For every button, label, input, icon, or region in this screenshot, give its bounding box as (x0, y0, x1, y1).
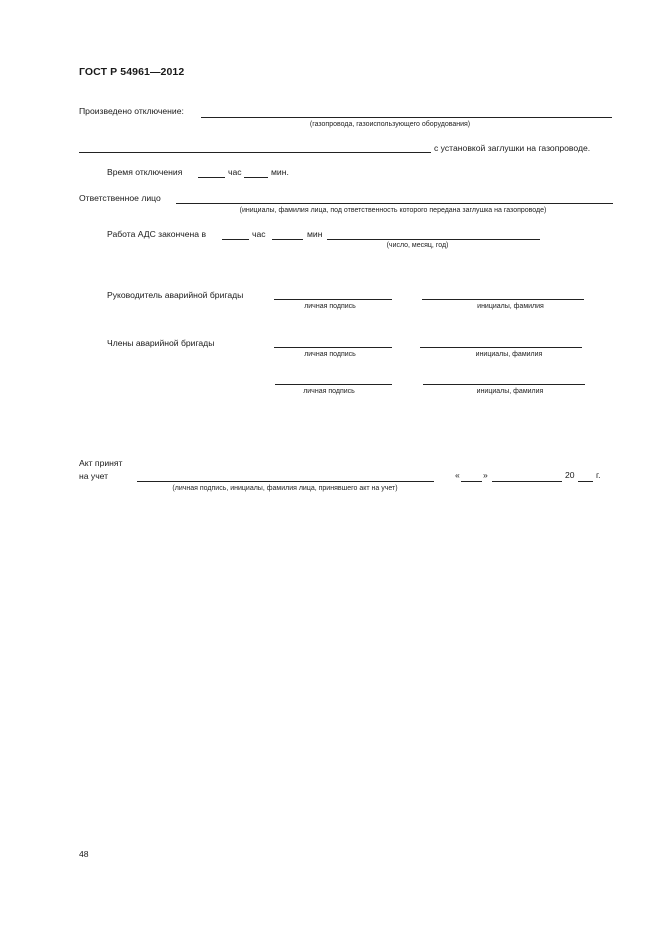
member-1-name-field[interactable] (420, 347, 582, 348)
leader-label: Руководитель аварийной бригады (107, 290, 244, 300)
work-done-min-label: мин (307, 229, 323, 239)
accepted-caption: (личная подпись, инициалы, фамилия лица, принявшего акт на учет) (172, 485, 398, 492)
work-done-hour-label: час (252, 229, 266, 239)
leader-name-caption: инициалы, фамилия (477, 303, 544, 310)
accepted-label-line1: Акт принят (79, 458, 123, 468)
date-quote-open: « (455, 470, 460, 480)
responsible-label: Ответственное лицо (79, 193, 161, 203)
member-2-signature-field[interactable] (275, 384, 392, 385)
page-number: 48 (79, 849, 89, 859)
accepted-year-field[interactable] (578, 481, 593, 482)
work-done-min-field[interactable] (272, 239, 303, 240)
work-done-label: Работа АДС закончена в (107, 229, 207, 239)
disconnection-field[interactable] (201, 117, 612, 118)
leader-signature-caption: личная подпись (304, 303, 356, 310)
time-off-hour-label: час (228, 167, 242, 177)
member-1-name-caption: инициалы, фамилия (475, 351, 543, 358)
member-2-signature-caption: личная подпись (303, 388, 355, 395)
time-off-min-label: мин. (271, 167, 289, 177)
accepted-signature-field[interactable] (137, 481, 434, 482)
accepted-label-line2: на учет (79, 471, 109, 481)
pipeline-field[interactable] (79, 152, 431, 153)
date-quote-close: » (483, 470, 488, 480)
accepted-month-field[interactable] (492, 481, 562, 482)
members-label: Члены аварийной бригады (107, 338, 215, 348)
work-done-date-field[interactable] (327, 239, 540, 240)
member-2-name-field[interactable] (423, 384, 585, 385)
member-1-signature-field[interactable] (274, 347, 392, 348)
time-off-label: Время отключения (107, 167, 183, 177)
work-done-hour-field[interactable] (222, 239, 249, 240)
leader-signature-field[interactable] (274, 299, 392, 300)
responsible-caption: (инициалы, фамилия лица, под ответственность которого передана заглушка на газопроводе) (239, 207, 547, 214)
member-2-name-caption: инициалы, фамилия (476, 388, 544, 395)
disconnection-label: Произведено отключение: (79, 106, 184, 116)
disconnection-caption: (газопровода, газоиспользующего оборудования) (309, 121, 471, 128)
work-done-date-caption: (число, месяц, год) (386, 242, 449, 249)
time-off-hour-field[interactable] (198, 177, 225, 178)
document-header: ГОСТ Р 54961—2012 (79, 66, 185, 78)
accepted-day-field[interactable] (461, 481, 482, 482)
plug-text: с установкой заглушки на газопроводе. (434, 143, 591, 153)
year-prefix: 20 (565, 470, 575, 480)
responsible-field[interactable] (176, 203, 613, 204)
year-suffix: г. (596, 470, 601, 480)
time-off-min-field[interactable] (244, 177, 268, 178)
member-1-signature-caption: личная подпись (304, 351, 356, 358)
leader-name-field[interactable] (422, 299, 584, 300)
